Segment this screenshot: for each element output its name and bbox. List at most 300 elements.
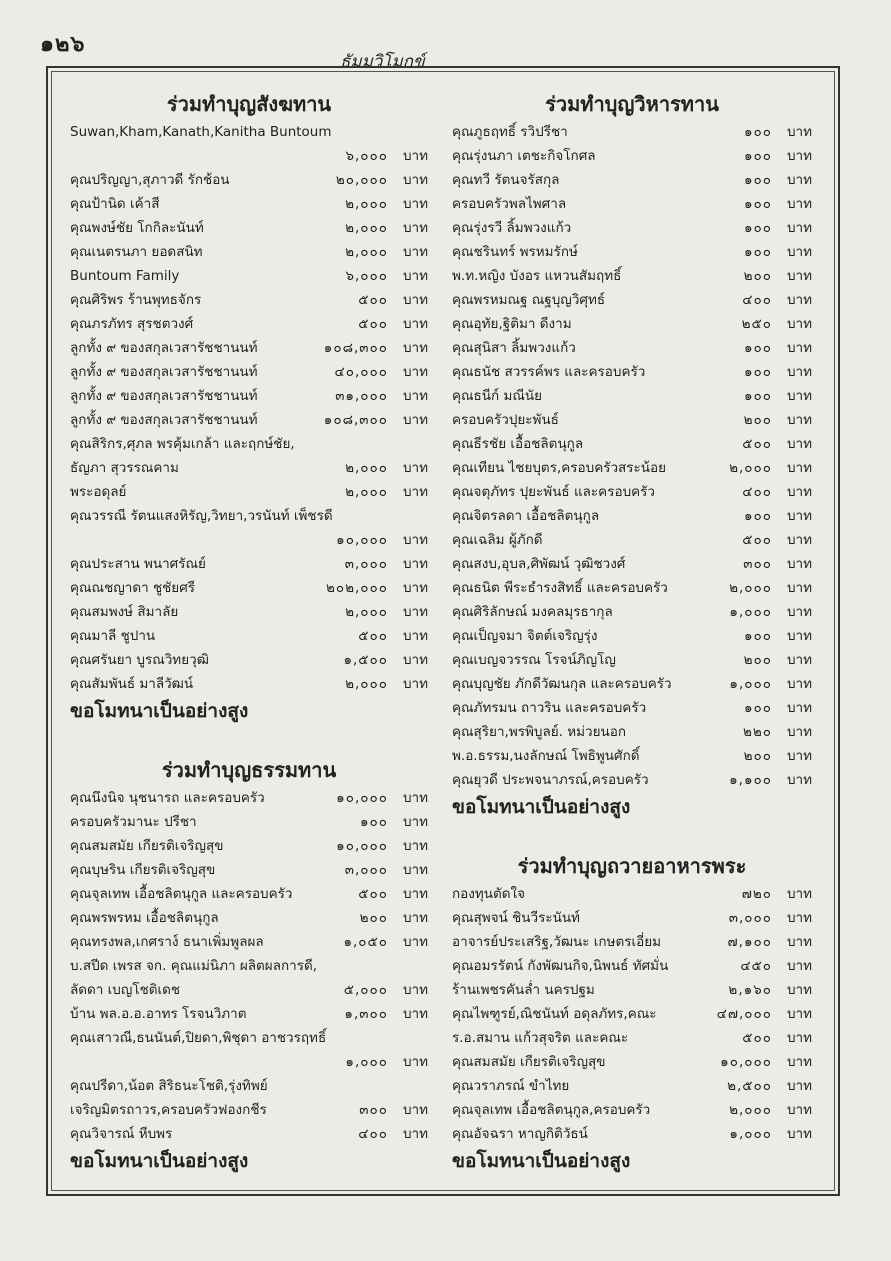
currency-unit: บาท	[786, 910, 812, 926]
donation-amount: ๒,๐๐๐	[345, 196, 388, 212]
donor-row	[70, 1050, 428, 1074]
donor-row	[70, 858, 428, 882]
donor-list-food-offering	[452, 882, 812, 1146]
donor-name: ลูกทั้ง ๙ ของสกุลเวสารัชชานนท์	[70, 364, 258, 380]
donor-row	[452, 552, 812, 576]
donor-row	[452, 384, 812, 408]
donation-amount: ๓,๐๐๐	[728, 910, 772, 926]
donor-name: คุณสุพจน์ ชินวีระนันท์	[452, 910, 580, 926]
donation-amount: ๑,๐๐๐	[729, 676, 772, 692]
donor-name: คุณศรันยา บูรณวิทยวุฒิ	[70, 652, 209, 668]
donation-amount: ๒๕๐	[741, 316, 772, 332]
currency-unit: บาท	[786, 982, 812, 998]
donor-list-sangkhathan	[70, 120, 428, 696]
donor-row	[70, 1002, 428, 1026]
donor-name: ร้านเพชรคันล่ำ นครปฐม	[452, 982, 595, 998]
donation-amount: ๒๐๐	[743, 412, 772, 428]
currency-unit: บาท	[786, 196, 812, 212]
currency-unit: บาท	[402, 1102, 428, 1118]
currency-unit: บาท	[786, 628, 812, 644]
donor-row	[70, 648, 428, 672]
donation-amount: ๑๐๐	[743, 172, 772, 188]
currency-unit: บาท	[786, 484, 812, 500]
donor-name: คุณปริญญา,สุภาวดี รักช้อน	[70, 172, 230, 188]
donor-row	[70, 1122, 428, 1146]
donor-name: คุณณชญาดา ชูชัยศรี	[70, 580, 196, 596]
donor-row	[70, 834, 428, 858]
currency-unit: บาท	[786, 580, 812, 596]
donation-amount: ๑,๑๐๐	[729, 772, 772, 788]
donor-row	[452, 216, 812, 240]
closing-text-viharathan: ขอโมทนาเป็นอย่างสูง	[452, 796, 631, 818]
currency-unit: บาท	[402, 172, 428, 188]
currency-unit: บาท	[402, 934, 428, 950]
donor-row	[452, 1122, 812, 1146]
donor-row	[70, 384, 428, 408]
donor-row	[452, 360, 812, 384]
donor-name: คุณจตุภัทร ปุยะพันธ์ และครอบครัว	[452, 484, 656, 500]
donor-row	[452, 768, 812, 792]
currency-unit: บาท	[786, 436, 812, 452]
donor-name: คุณเทียน ไชยบุตร,ครอบครัวสระน้อย	[452, 460, 667, 476]
section-title-viharathan: ร่วมทำบุญวิหารทาน	[545, 92, 719, 116]
donor-name: คุณไพฑูรย์,ณิชนันท์ อดุลภัทร,คณะ	[452, 1006, 657, 1022]
donation-amount: ๕๐๐	[358, 316, 388, 332]
donor-name: คุณชรินทร์ พรหมรักษ์	[452, 244, 578, 260]
donor-row	[70, 1026, 428, 1050]
donor-name: คุณธนิต พีระธำรงสิทธิ์ และครอบครัว	[452, 580, 668, 596]
donor-row	[70, 264, 428, 288]
donor-name: คุณภูธฤทธิ์ รวิปรีชา	[452, 124, 568, 140]
currency-unit: บาท	[786, 412, 812, 428]
currency-unit: บาท	[786, 508, 812, 524]
donation-amount: ๒๐๒,๐๐๐	[325, 580, 388, 596]
donor-name: คุณทรงพล,เกศราง์ ธนาเพิ่มพูลผล	[70, 934, 264, 950]
currency-unit: บาท	[402, 1006, 428, 1022]
donation-amount: ๒๐,๐๐๐	[335, 172, 388, 188]
donor-name: กองทุนตัดใจ	[452, 886, 526, 902]
donation-amount: ๗๒๐	[741, 886, 772, 902]
donor-name: ลูกทั้ง ๙ ของสกุลเวสารัชชานนท์	[70, 388, 258, 404]
currency-unit: บาท	[402, 364, 428, 380]
donor-row	[452, 1026, 812, 1050]
donor-name: คุณภรภัทร สุรชตวงศ์	[70, 316, 194, 332]
currency-unit: บาท	[402, 316, 428, 332]
donor-row	[452, 906, 812, 930]
donor-name: ร.อ.สมาน แก้วสุจริต และคณะ	[452, 1030, 629, 1046]
currency-unit: บาท	[402, 982, 428, 998]
donation-amount: ๒,๐๐๐	[729, 460, 772, 476]
donor-name: คุณอมรรัตน์ กังพัฒนกิจ,นิพนธ์ ทัศมั่น	[452, 958, 669, 974]
donor-row	[452, 978, 812, 1002]
donor-name: คุณพรพรหม เอื้อชลิตนุกูล	[70, 910, 219, 926]
donor-row	[452, 720, 812, 744]
donor-name: คุณป้านิด เค้าสี	[70, 196, 160, 212]
donor-name: คุณธีรชัย เอื้อชลิตนุกูล	[452, 436, 584, 452]
currency-unit: บาท	[786, 244, 812, 260]
donor-name: คุณสุริยา,พรพิบูลย์. หม่วยนอก	[452, 724, 627, 740]
donation-amount: ๑๐๐	[743, 340, 772, 356]
donor-name: บ้าน พล.อ.อ.อาทร โรจนวิภาต	[70, 1006, 247, 1022]
donor-row	[70, 576, 428, 600]
currency-unit: บาท	[786, 934, 812, 950]
currency-unit: บาท	[402, 676, 428, 692]
left-column	[70, 88, 428, 1176]
donor-name: คุณจุลเทพ เอื้อชลิตนุกูล และครอบครัว	[70, 886, 293, 902]
donor-name: คุณเฉลิม ผู้ภักดี	[452, 532, 543, 548]
currency-unit: บาท	[402, 412, 428, 428]
donor-name: คุณวิจารณ์ หีบพร	[70, 1126, 173, 1142]
donor-name: พ.อ.ธรรม,นงลักษณ์ โพธิพูนศักดิ์	[452, 748, 640, 764]
donation-amount: ๑,๐๐๐	[345, 1054, 388, 1070]
donor-row	[452, 144, 812, 168]
donor-name: คุณสมพงษ์ สิมาลัย	[70, 604, 179, 620]
page-number: ๑๒๖	[40, 31, 86, 57]
currency-unit: บาท	[402, 292, 428, 308]
currency-unit: บาท	[786, 388, 812, 404]
donation-amount: ๔๗,๐๐๐	[716, 1006, 772, 1022]
donor-row	[70, 360, 428, 384]
currency-unit: บาท	[402, 862, 428, 878]
currency-unit: บาท	[402, 148, 428, 164]
currency-unit: บาท	[786, 748, 812, 764]
currency-unit: บาท	[402, 652, 428, 668]
donor-row	[70, 906, 428, 930]
donation-amount: ๕๐๐	[742, 436, 772, 452]
donor-row	[70, 786, 428, 810]
donor-row	[452, 168, 812, 192]
currency-unit: บาท	[402, 244, 428, 260]
donor-row	[452, 696, 812, 720]
currency-unit: บาท	[786, 724, 812, 740]
donation-amount: ๔๐๐	[742, 484, 772, 500]
closing-text-sangkhathan: ขอโมทนาเป็นอย่างสูง	[70, 700, 249, 722]
donor-name: คุณทวี รัตนจรัสกุล	[452, 172, 560, 188]
donor-name: คุณปรีดา,น้อต สิริธนะโชติ,รุ่งทิพย์	[70, 1078, 268, 1094]
donation-amount: ๗,๑๐๐	[727, 934, 772, 950]
donor-row	[70, 168, 428, 192]
donor-list-viharathan	[452, 120, 812, 792]
donor-row	[452, 1002, 812, 1026]
currency-unit: บาท	[402, 220, 428, 236]
currency-unit: บาท	[402, 628, 428, 644]
currency-unit: บาท	[786, 652, 812, 668]
donor-name: พระอดุลย์	[70, 484, 127, 500]
donation-amount: ๖,๐๐๐	[345, 268, 388, 284]
currency-unit: บาท	[402, 1054, 428, 1070]
donation-amount: ๑๐,๐๐๐	[336, 838, 388, 854]
donor-name: คุณวรรณี รัตนแสงหิรัญ,วิทยา,วรนันท์ เพ็ชรดี	[70, 508, 333, 524]
donation-amount: ๑๐๐	[743, 700, 772, 716]
donor-name: คุณประสาน พนาศรัณย์	[70, 556, 206, 572]
donation-amount: ๑๐,๐๐๐	[336, 532, 388, 548]
donor-row	[452, 312, 812, 336]
donor-name: คุณศิริพร ร้านพุทธจักร	[70, 292, 202, 308]
donation-amount: ๓,๐๐๐	[344, 862, 388, 878]
donation-amount: ๑,๐๐๐	[729, 1126, 772, 1142]
donor-name: คุณธนีก์ มณีนัย	[452, 388, 543, 404]
donation-amount: ๒๐๐	[359, 910, 388, 926]
donation-amount: ๒,๕๐๐	[727, 1078, 772, 1094]
donor-row	[452, 648, 812, 672]
donor-row	[452, 192, 812, 216]
donor-name: คุณมาลี ชูปาน	[70, 628, 156, 644]
currency-unit: บาท	[402, 1126, 428, 1142]
donor-name: คุณธนัช สวรรค์พร และครอบครัว	[452, 364, 646, 380]
donor-name: คุณอัจฉรา หาญกิติวัธน์	[452, 1126, 588, 1142]
donor-name: ครอบครัวมานะ ปรีชา	[70, 814, 197, 830]
donor-name: คุณเป็ญจมา จิตต์เจริญรุ่ง	[452, 628, 598, 644]
donation-amount: ๑,๐๕๐	[343, 934, 388, 950]
donor-row	[70, 288, 428, 312]
donation-amount: ๕๐๐	[742, 532, 772, 548]
donor-row	[70, 504, 428, 528]
donation-amount: ๒,๐๐๐	[345, 244, 388, 260]
donation-amount: ๓,๐๐๐	[344, 556, 388, 572]
donor-row	[452, 744, 812, 768]
currency-unit: บาท	[402, 790, 428, 806]
donation-amount: ๔๐๐	[742, 292, 772, 308]
donation-amount: ๑๐๘,๓๐๐	[323, 412, 388, 428]
donor-name: คุณภัทรมน ถาวริน และครอบครัว	[452, 700, 647, 716]
currency-unit: บาท	[786, 1054, 812, 1070]
donor-name: ลูกทั้ง ๙ ของสกุลเวสารัชชานนท์	[70, 412, 258, 428]
currency-unit: บาท	[402, 532, 428, 548]
currency-unit: บาท	[786, 172, 812, 188]
donor-row	[70, 192, 428, 216]
donor-row	[452, 576, 812, 600]
donation-amount: ๑๐,๐๐๐	[720, 1054, 772, 1070]
donor-row	[452, 882, 812, 906]
closing-text-food-offering: ขอโมทนาเป็นอย่างสูง	[452, 1150, 631, 1172]
currency-unit: บาท	[402, 580, 428, 596]
donation-amount: ๑,๓๐๐	[344, 1006, 388, 1022]
donation-amount: ๕๐๐	[358, 628, 388, 644]
donor-row	[452, 930, 812, 954]
donation-amount: ๕๐๐	[358, 886, 388, 902]
currency-unit: บาท	[786, 958, 812, 974]
donor-name: คุณสุนิสา ลิ้มพวงแก้ว	[452, 340, 576, 356]
donation-amount: ๔๐,๐๐๐	[334, 364, 388, 380]
donation-amount: ๑๐๐	[359, 814, 388, 830]
donor-name: คุณเบญจวรรณ โรจน์ภิญโญ	[452, 652, 616, 668]
donor-name: คุณนึงนิจ นุชนารถ และครอบครัว	[70, 790, 265, 806]
donation-amount: ๑๐๐	[743, 148, 772, 164]
donor-row	[70, 528, 428, 552]
donor-name: คุณรุ่งรวี ลิ้มพวงแก้ว	[452, 220, 572, 236]
donor-name: คุณจิตรลดา เอื้อชลิตนุกูล	[452, 508, 600, 524]
donation-amount: ๔๕๐	[740, 958, 772, 974]
donor-name: พ.ท.หญิง บังอร แหวนสัมฤทธิ์	[452, 268, 622, 284]
donation-amount: ๒๐๐	[743, 748, 772, 764]
donor-name: คุณบุญชัย ภักดีวัฒนกุล และครอบครัว	[452, 676, 672, 692]
currency-unit: บาท	[786, 292, 812, 308]
currency-unit: บาท	[786, 556, 812, 572]
donation-amount: ๒๐๐	[743, 268, 772, 284]
section-title-food-offering: ร่วมทำบุญถวายอาหารพระ	[517, 854, 747, 878]
donor-name: ครอบครัวพลไพศาล	[452, 196, 567, 212]
donation-amount: ๓๑,๐๐๐	[335, 388, 388, 404]
right-column	[452, 88, 812, 1176]
section-title-sangkhathan: ร่วมทำบุญสังฆทาน	[166, 92, 332, 116]
donor-row	[452, 456, 812, 480]
currency-unit: บาท	[786, 886, 812, 902]
donor-row	[70, 1098, 428, 1122]
currency-unit: บาท	[402, 886, 428, 902]
donor-name: ลูกทั้ง ๙ ของสกุลเวสารัชชานนท์	[70, 340, 258, 356]
donor-name: คุณจุลเทพ เอื้อชลิตนุกูล,ครอบครัว	[452, 1102, 651, 1118]
running-head: ธัมมวิโมกข์	[340, 52, 425, 72]
donor-row	[452, 408, 812, 432]
donor-name: เจริญมิตรถาวร,ครอบครัวฟองกชีร	[70, 1102, 267, 1118]
donation-amount: ๑๐๐	[743, 388, 772, 404]
donor-name: ธัญภา สุวรรณคาม	[70, 460, 179, 476]
closing-text-thammathan: ขอโมทนาเป็นอย่างสูง	[70, 1150, 249, 1172]
donation-amount: ๒,๐๐๐	[729, 580, 772, 596]
donation-amount: ๕๐๐	[358, 292, 388, 308]
donor-row	[70, 408, 428, 432]
currency-unit: บาท	[786, 124, 812, 140]
donation-amount: ๑๐๐	[743, 196, 772, 212]
donor-row	[452, 1098, 812, 1122]
donor-name: คุณพรหมณฐ ณฐบุญวิศุทธ์	[452, 292, 606, 308]
donation-amount: ๒,๐๐๐	[729, 1102, 772, 1118]
currency-unit: บาท	[402, 196, 428, 212]
donor-row	[70, 930, 428, 954]
donor-name: คุณยุวดี ประพจนาภรณ์,ครอบครัว	[452, 772, 649, 788]
currency-unit: บาท	[786, 1030, 812, 1046]
donor-row	[452, 120, 812, 144]
donor-row	[452, 288, 812, 312]
donor-row	[70, 672, 428, 696]
donor-row	[70, 432, 428, 456]
donor-name: Buntoum Family	[70, 268, 180, 284]
donor-row	[70, 600, 428, 624]
donor-name: คุณสมสมัย เกียรติเจริญสุข	[70, 838, 224, 854]
currency-unit: บาท	[402, 484, 428, 500]
currency-unit: บาท	[786, 340, 812, 356]
donor-row	[70, 120, 428, 144]
donor-row	[70, 1074, 428, 1098]
donor-row	[452, 624, 812, 648]
donor-row	[70, 312, 428, 336]
donor-row	[70, 336, 428, 360]
donation-amount: ๑๐๐	[743, 244, 772, 260]
donation-amount: ๒,๐๐๐	[345, 484, 388, 500]
donor-row	[70, 552, 428, 576]
donor-name: คุณสงบ,อุบล,ศิพัฒน์ วุฒิชวงศ์	[452, 556, 626, 572]
donor-row	[452, 1074, 812, 1098]
donor-name: คุณเนตรนภา ยอดสนิท	[70, 244, 203, 260]
donor-name: Suwan,Kham,Kanath,Kanitha Buntoum	[70, 124, 332, 140]
donor-list-thammathan	[70, 786, 428, 1146]
donor-name: คุณรุ่งนภา เตชะกิจโกศล	[452, 148, 596, 164]
donor-row	[70, 480, 428, 504]
donor-row	[70, 624, 428, 648]
donor-row	[452, 672, 812, 696]
donation-amount: ๑๐๐	[743, 364, 772, 380]
donation-amount: ๒,๐๐๐	[345, 220, 388, 236]
donation-amount: ๒๒๐	[742, 724, 772, 740]
currency-unit: บาท	[786, 460, 812, 476]
currency-unit: บาท	[402, 838, 428, 854]
donor-row	[70, 216, 428, 240]
donor-row	[70, 240, 428, 264]
currency-unit: บาท	[786, 676, 812, 692]
donor-name: คุณสิริกร,ศุภล พรคุ้มเกล้า และฤกษ์ชัย,	[70, 436, 295, 452]
donation-amount: ๑,๕๐๐	[343, 652, 388, 668]
donor-row	[70, 882, 428, 906]
donor-name: คุณวราภรณ์ ขำไทย	[452, 1078, 570, 1094]
donor-name: คุณสมสมัย เกียรติเจริญสุข	[452, 1054, 606, 1070]
currency-unit: บาท	[402, 388, 428, 404]
donor-row	[452, 264, 812, 288]
donation-amount: ๒,๑๖๐	[728, 982, 772, 998]
currency-unit: บาท	[786, 364, 812, 380]
donation-amount: ๑๐๘,๓๐๐	[323, 340, 388, 356]
donation-amount: ๓๐๐	[743, 556, 772, 572]
donation-amount: ๑๐๐	[743, 508, 772, 524]
currency-unit: บาท	[786, 604, 812, 620]
donor-name: คุณอุทัย,ฐิติมา ดีงาม	[452, 316, 572, 332]
donor-name: คุณพงษ์ชัย โกกิละนันท์	[70, 220, 204, 236]
currency-unit: บาท	[786, 1006, 812, 1022]
currency-unit: บาท	[786, 700, 812, 716]
donor-row	[70, 954, 428, 978]
donor-row	[70, 456, 428, 480]
donation-amount: ๖,๐๐๐	[345, 148, 388, 164]
donation-amount: ๕,๐๐๐	[343, 982, 388, 998]
currency-unit: บาท	[786, 316, 812, 332]
currency-unit: บาท	[402, 460, 428, 476]
currency-unit: บาท	[786, 220, 812, 236]
donation-amount: ๑๐,๐๐๐	[336, 790, 388, 806]
donation-amount: ๑๐๐	[743, 220, 772, 236]
donor-row	[70, 810, 428, 834]
currency-unit: บาท	[786, 1078, 812, 1094]
currency-unit: บาท	[402, 268, 428, 284]
currency-unit: บาท	[786, 1126, 812, 1142]
donor-row	[70, 144, 428, 168]
donation-amount: ๒,๐๐๐	[345, 676, 388, 692]
currency-unit: บาท	[786, 268, 812, 284]
donor-row	[452, 1050, 812, 1074]
currency-unit: บาท	[402, 340, 428, 356]
donation-amount: ๕๐๐	[742, 1030, 772, 1046]
donor-name: คุณเสาวณี,ธนนันต์,ปิยดา,พิชุดา อาชวรฤทธิ์	[70, 1030, 327, 1046]
donor-row	[452, 954, 812, 978]
donation-amount: ๑,๐๐๐	[729, 604, 772, 620]
donation-amount: ๑๐๐	[743, 628, 772, 644]
currency-unit: บาท	[402, 604, 428, 620]
currency-unit: บาท	[786, 532, 812, 548]
donation-amount: ๓๐๐	[359, 1102, 388, 1118]
donation-amount: ๔๐๐	[358, 1126, 388, 1142]
donor-row	[452, 480, 812, 504]
donor-name: อาจารย์ประเสริฐ,วัฒนะ เกษตรเอี่ยม	[452, 934, 662, 950]
donor-name: ลัดดา เบญโชติเดช	[70, 982, 181, 998]
donor-row	[452, 600, 812, 624]
donor-row	[452, 336, 812, 360]
donor-name: ครอบครัวปุยะพันธ์	[452, 412, 559, 428]
currency-unit: บาท	[786, 148, 812, 164]
donor-row	[452, 504, 812, 528]
donation-amount: ๒,๐๐๐	[345, 604, 388, 620]
donor-name: คุณบุษริน เกียรติเจริญสุข	[70, 862, 216, 878]
currency-unit: บาท	[786, 772, 812, 788]
donor-row	[70, 978, 428, 1002]
donor-row	[452, 240, 812, 264]
